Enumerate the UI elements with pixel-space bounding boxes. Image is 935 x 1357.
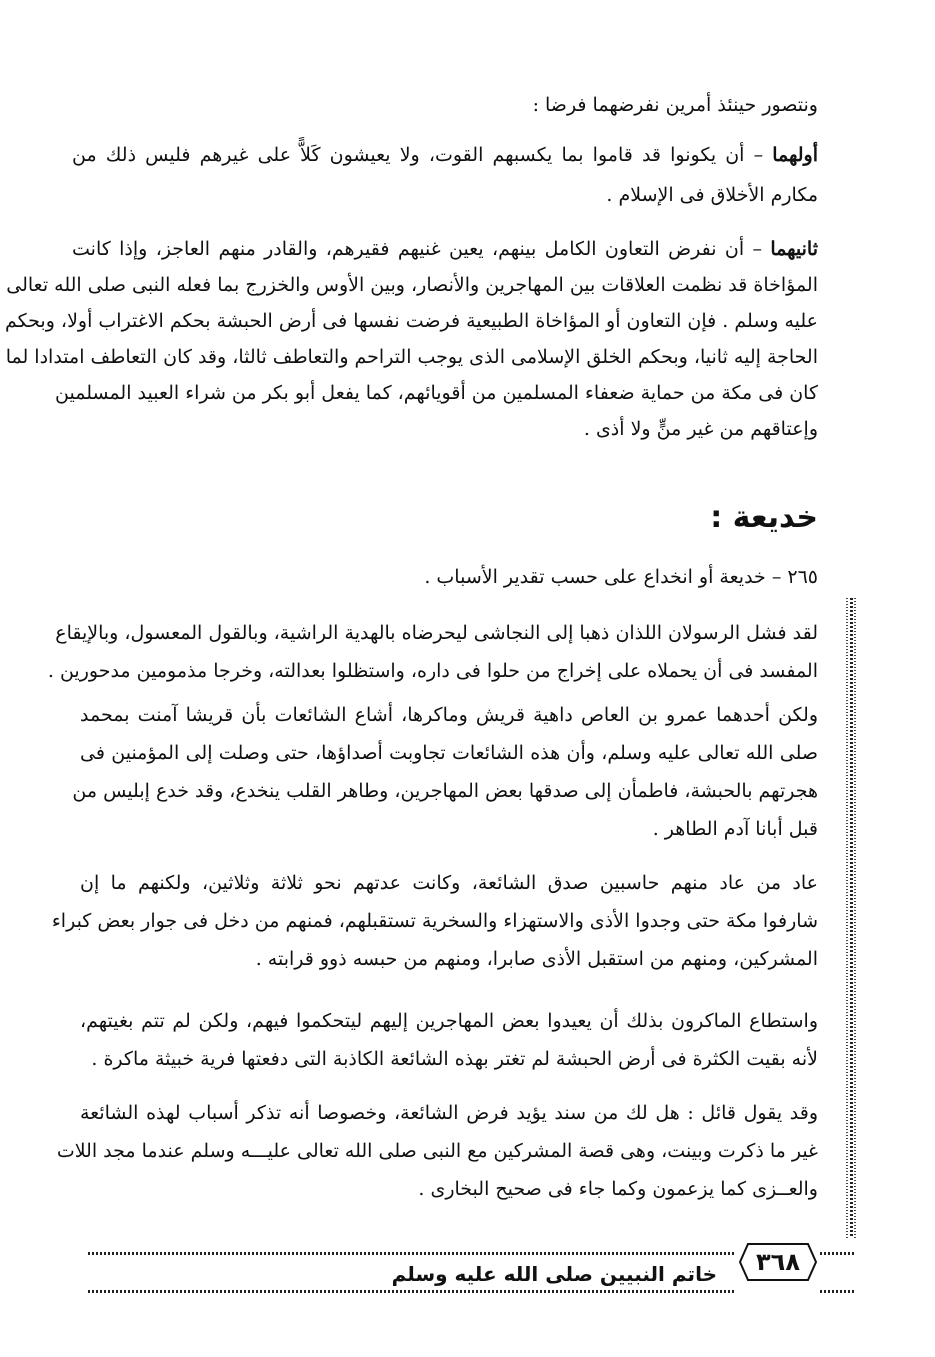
box-paragraph-line: وقد يقول قائل : هل لك من سند يؤيد فرض الشائعة، وخصوصا أنه تذكر أسباب لهذه الشائعة: [80, 1102, 818, 1124]
box-paragraph-line: غير ما ذكرت وبينت، وهى قصة المشركين مع النبى صلى الله تعالى عليـــه وسلم عندما مجد اللات: [56, 1140, 818, 1162]
item-line: ٢٦٥ – خديعة أو انخداع على حسب تقدير الأسباب .: [424, 566, 818, 588]
second-paragraph-line: الحاجة إليه ثانيا، وبحكم الخلق الإسلامى الذى يوجب التراحم والتعاطف ثالثا، وقد كان التعاطف امتدادا لما: [5, 346, 818, 368]
intro-line: ونتصور حينئذ أمرين نفرضهما فرضا :: [532, 94, 818, 116]
page-number-frame: [736, 1240, 820, 1284]
framed-text-block: [47, 0, 818, 1357]
box-paragraph-line: لأنه بقيت الكثرة فى أرض الحبشة لم تغتر بهذه الشائعة الكاذبة التى دفعتها فرية خبيثة ماكرة .: [91, 1048, 818, 1070]
second-paragraph-line: وإعتاقهم من غير منٍّ ولا أذى .: [583, 418, 818, 440]
footer-rule-bottom-right: [820, 1290, 856, 1293]
footer-rule-top-left: [88, 1252, 736, 1255]
box-paragraph-line: صلى الله تعالى عليه وسلم، وأن هذه الشائعات تجاوبت أصداؤها، حتى وصلت إلى المؤمنين فى: [80, 742, 818, 764]
box-paragraph-line: والعــزى كما يزعمون وكما جاء فى صحيح البخارى .: [418, 1178, 818, 1200]
second-paragraph-line: عليه وسلم . فإن التعاون أو المؤاخاة الطبيعية فرضت نفسها فى أرض الحبشة بحكم الاغتراب أولا، وبحكم: [5, 310, 818, 332]
box-paragraph-line: عاد من عاد منهم حاسبين صدق الشائعة، وكانت عدتهم نحو ثلاثة وثلاثين، ولكنهم ما إن: [80, 872, 818, 894]
frame-border: [846, 598, 856, 1238]
first-text: – أن يكونوا قد قاموا بما يكسبهم القوت، ولا يعيشون كَلاًّ على غيرهم فليس ذلك من: [72, 144, 773, 166]
box-paragraph-line: واستطاع الماكرون بذلك أن يعيدوا بعض المهاجرين إليهم ليتحكموا فيهم، ولكن لم تتم بغيتهم،: [80, 1010, 818, 1032]
first-paragraph-line: مكارم الأخلاق فى الإسلام .: [606, 184, 818, 206]
book-title: خاتم النبيين صلى الله عليه وسلم: [391, 1262, 717, 1286]
section-heading: خديعة :: [710, 500, 818, 535]
box-paragraph-line: هجرتهم بالحبشة، فاطمأن إلى صدقها بعض المهاجرين، وطاهر القلب ينخدع، وقد خدع إبليس من: [72, 780, 818, 802]
footer-rule-bottom-left: [88, 1290, 736, 1293]
second-paragraph-line: المؤاخاة قد نظمت العلاقات بين المهاجرين والأنصار، وبين الأوس والخزرج بما فعله النبى صلى الله تعالى: [6, 274, 818, 296]
page-number: ٣٦٨: [756, 1248, 800, 1276]
footer-rule-top-right: [820, 1252, 856, 1255]
box-paragraph-line: لقد فشل الرسولان اللذان ذهبا إلى النجاشى ليحرضاه بالهدية الراشية، وبالقول المعسول، وبالإيقاع: [55, 622, 818, 644]
box-paragraph-line: ولكن أحدهما عمرو بن العاص داهية قريش وماكرها، أشاع الشائعات بأن قريشا آمنت بمحمد: [80, 704, 818, 726]
second-text: – أن نفرض التعاون الكامل بينهم، يعين غنيهم فقيرهم، والقادر منهم العاجز، وإذا كانت: [72, 238, 771, 260]
first-label: أولهما: [772, 144, 818, 166]
box-paragraph-line: المفسد فى أن يحملاه على إخراج من حلوا فى داره، واستظلوا بعدالته، وخرجا مذمومين مدحورين .: [47, 660, 818, 682]
box-paragraph-line: المشركين، ومنهم من استقبل الأذى صابرا، ومنهم من حبسه ذوو قرابته .: [255, 948, 818, 970]
second-label: ثانيهما: [770, 238, 818, 260]
box-paragraph-line: شارفوا مكة حتى وجدوا الأذى والاستهزاء والسخرية تستقبلهم، فمنهم من دخل فى جوار بعض كبراء: [51, 910, 818, 932]
second-paragraph-line: كان فى مكة من حماية ضعفاء المسلمين من أقويائهم، كما يفعل أبو بكر من شراء العبيد المسلمين: [55, 382, 818, 404]
box-paragraph-line: قبل أبانا آدم الطاهر .: [652, 818, 818, 840]
